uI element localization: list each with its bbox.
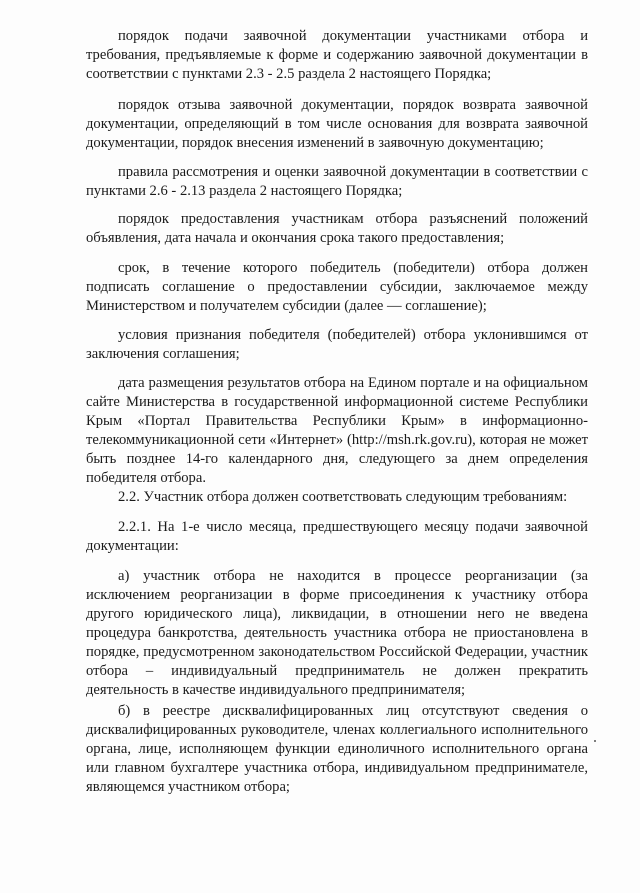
paragraph-signing-term: срок, в течение которого победитель (победители) отбора должен подписать соглашение о предоставлении субсидии, заключаемое между Министерством и получателем субсидии (далее — соглашение); — [86, 260, 588, 314]
scan-speck — [594, 740, 596, 742]
paragraph-results-publication: дата размещения результатов отбора на Едином портале и на официальном сайте Министерства в государственной информационной системе Республики Крым «Портал Правительства Республики Крым» в информационно-телекоммуникационной сети «Интернет» (http://msh.rk.gov.ru), которая не может быть позднее 14-го календарного дня, следующего за днем определения победителя отбора. — [86, 375, 588, 486]
paragraph-section-2-2: 2.2. Участник отбора должен соответствовать следующим требованиям: — [118, 489, 568, 505]
paragraph-evasion-conditions: условия признания победителя (победителей) отбора уклонившимся от заключения соглашения; — [86, 327, 588, 362]
paragraph-section-2-2-1: 2.2.1. На 1-е число месяца, предшествующего месяцу подачи заявочной документации: — [86, 519, 588, 554]
paragraph-item-b: б) в реестре дисквалифицированных лиц отсутствуют сведения о дисквалифицированных руководителе, членах коллегиального исполнительного органа, лице, исполняющем функции единоличного исполнительного органа или главном бухгалтере участника отбора, индивидуальном предпринимателе, являющемся участником отбора; — [86, 703, 588, 795]
paragraph-evaluation-rules: правила рассмотрения и оценки заявочной документации в соответствии с пунктами 2.6 - 2.13 раздела 2 настоящего Порядка; — [86, 164, 588, 199]
paragraph-withdrawal-procedure: порядок отзыва заявочной документации, порядок возврата заявочной документации, определяющий в том числе основания для возврата заявочной документации, порядок внесения изменений в заявочную документацию; — [86, 97, 588, 151]
paragraph-item-a: а) участник отбора не находится в процессе реорганизации (за исключением реорганизации в форме присоединения к участнику отбора другого юридического лица), ликвидации, в отношении него не введена процедура банкротства, деятельность участника отбора не приостановлена в порядке, предусмотренном законодательством Российской Федерации, участник отбора – индивидуальный предприниматель не должен прекратить деятельность в качестве индивидуального предпринимателя; — [86, 568, 588, 698]
paragraph-clarifications: порядок предоставления участникам отбора разъяснений положений объявления, дата начала и окончания срока такого предоставления; — [86, 211, 588, 246]
paragraph-submission-procedure: порядок подачи заявочной документации участниками отбора и требования, предъявляемые к форме и содержанию заявочной документации в соответствии с пунктами 2.3 - 2.5 раздела 2 настоящего Порядка; — [86, 28, 588, 82]
